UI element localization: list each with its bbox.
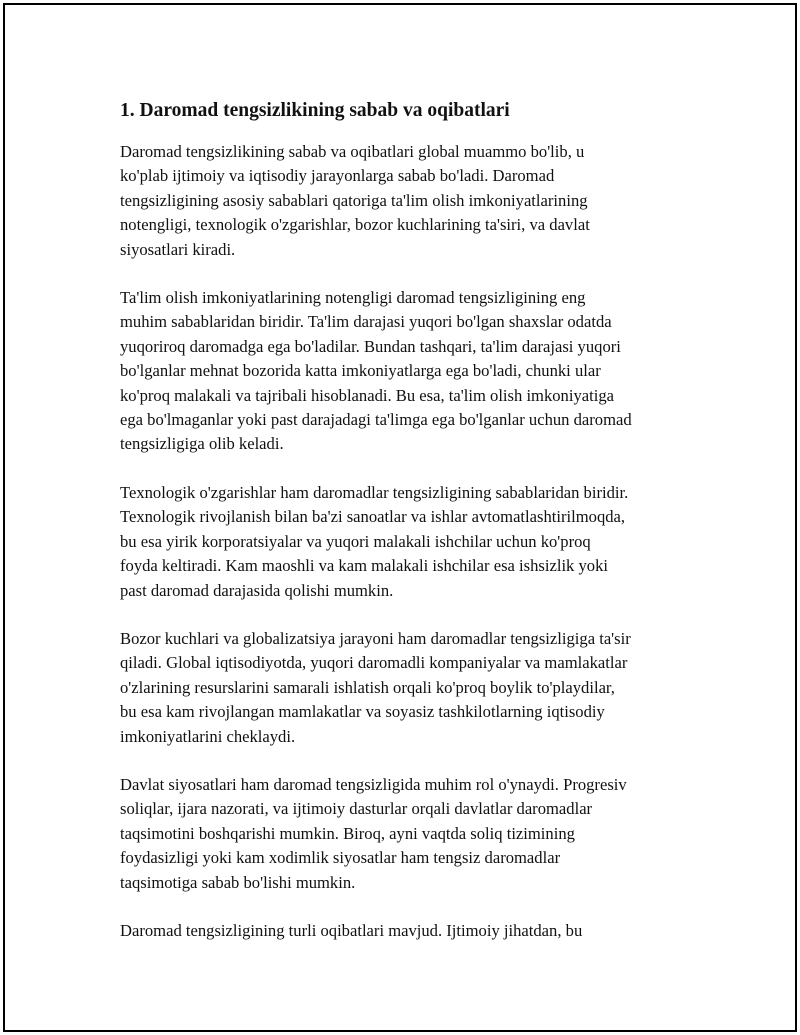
text-line: soliqlar, ijara nazorati, va ijtimoiy dasturlar orqali davlatlar daromadlar	[120, 799, 593, 819]
page-frame	[3, 3, 797, 1032]
text-line: ko'proq malakali va tajribali hisoblanadi. Bu esa, ta'lim olish imkoniyatiga	[120, 385, 615, 405]
text-line: ko'plab ijtimoiy va iqtisodiy jarayonlarga sabab bo'ladi. Daromad	[120, 166, 555, 186]
text-line: Texnologik rivojlanish bilan ba'zi sanoatlar va ishlar avtomatlashtirilmoqda,	[120, 507, 626, 527]
text-line: qiladi. Global iqtisodiyotda, yuqori daromadli kompaniyalar va mamlakatlar	[120, 653, 628, 673]
paragraph	[120, 286, 700, 457]
paragraph	[120, 773, 700, 895]
text-line: notengligi, texnologik o'zgarishlar, bozor kuchlarining ta'siri, va davlat	[120, 215, 590, 235]
paragraph	[120, 919, 700, 943]
document-body	[120, 97, 700, 967]
text-line: imkoniyatlarini cheklaydi.	[120, 726, 296, 746]
text-line: taqsimotini boshqarishi mumkin. Biroq, ayni vaqtda soliq tizimining	[120, 823, 575, 843]
text-line: Bozor kuchlari va globalizatsiya jarayoni ham daromadlar tengsizligiga ta'sir	[120, 628, 631, 648]
text-line: bu esa kam rivojlangan mamlakatlar va soyasiz tashkilotlarning iqtisodiy	[120, 702, 605, 722]
text-line: Texnologik o'zgarishlar ham daromadlar tengsizligining sabablaridan biridir.	[120, 482, 629, 502]
paragraph	[120, 140, 700, 262]
text-line: foydasizligi yoki kam xodimlik siyosatlar ham tengsiz daromadlar	[120, 848, 561, 868]
paragraph	[120, 627, 700, 749]
text-line: siyosatlari kiradi.	[120, 239, 236, 259]
text-line: Daromad tengsizlikining sabab va oqibatlari global muammo bo'lib, u	[120, 142, 585, 161]
text-line: Davlat siyosatlari ham daromad tengsizligida muhim rol o'ynaydi. Progresiv	[120, 774, 627, 794]
paragraph	[120, 481, 700, 603]
text-line: Daromad tengsizligining turli oqibatlari mavjud. Ijtimoiy jihatdan, bu	[120, 920, 583, 940]
text-line: past daromad darajasida qolishi mumkin.	[120, 580, 394, 600]
text-line: bu esa yirik korporatsiyalar va yuqori malakali ishchilar uchun ko'proq	[120, 531, 591, 551]
text-line: ega bo'lmaganlar yoki past darajadagi ta'limga ega bo'lganlar uchun daromad	[120, 410, 632, 430]
text-line: muhim sabablaridan biridir. Ta'lim darajasi yuqori bo'lgan shaxslar odatda	[120, 312, 612, 332]
section-heading: 1. Daromad tengsizlikining sabab va oqibatlari	[120, 100, 510, 121]
text-line: tengsizligining asosiy sabablari qatoriga ta'lim olish imkoniyatlarining	[120, 190, 588, 210]
text-line: yuqoriroq daromadga ega bo'ladilar. Bundan tashqari, ta'lim darajasi yuqori	[120, 336, 621, 356]
text-line: taqsimotiga sabab bo'lishi mumkin.	[120, 872, 356, 892]
text-line: tengsizligiga olib keladi.	[120, 434, 284, 454]
text-line: bo'lganlar mehnat bozorida katta imkoniyatlarga ega bo'ladi, chunki ular	[120, 361, 601, 381]
text-line: foyda keltiradi. Kam maoshli va kam malakali ishchilar esa ishsizlik yoki	[120, 556, 609, 576]
text-line: o'zlarining resurslarini samarali ishlatish orqali ko'proq boylik to'playdilar,	[120, 677, 615, 697]
text-line: Ta'lim olish imkoniyatlarining notengligi daromad tengsizligining eng	[120, 288, 586, 308]
